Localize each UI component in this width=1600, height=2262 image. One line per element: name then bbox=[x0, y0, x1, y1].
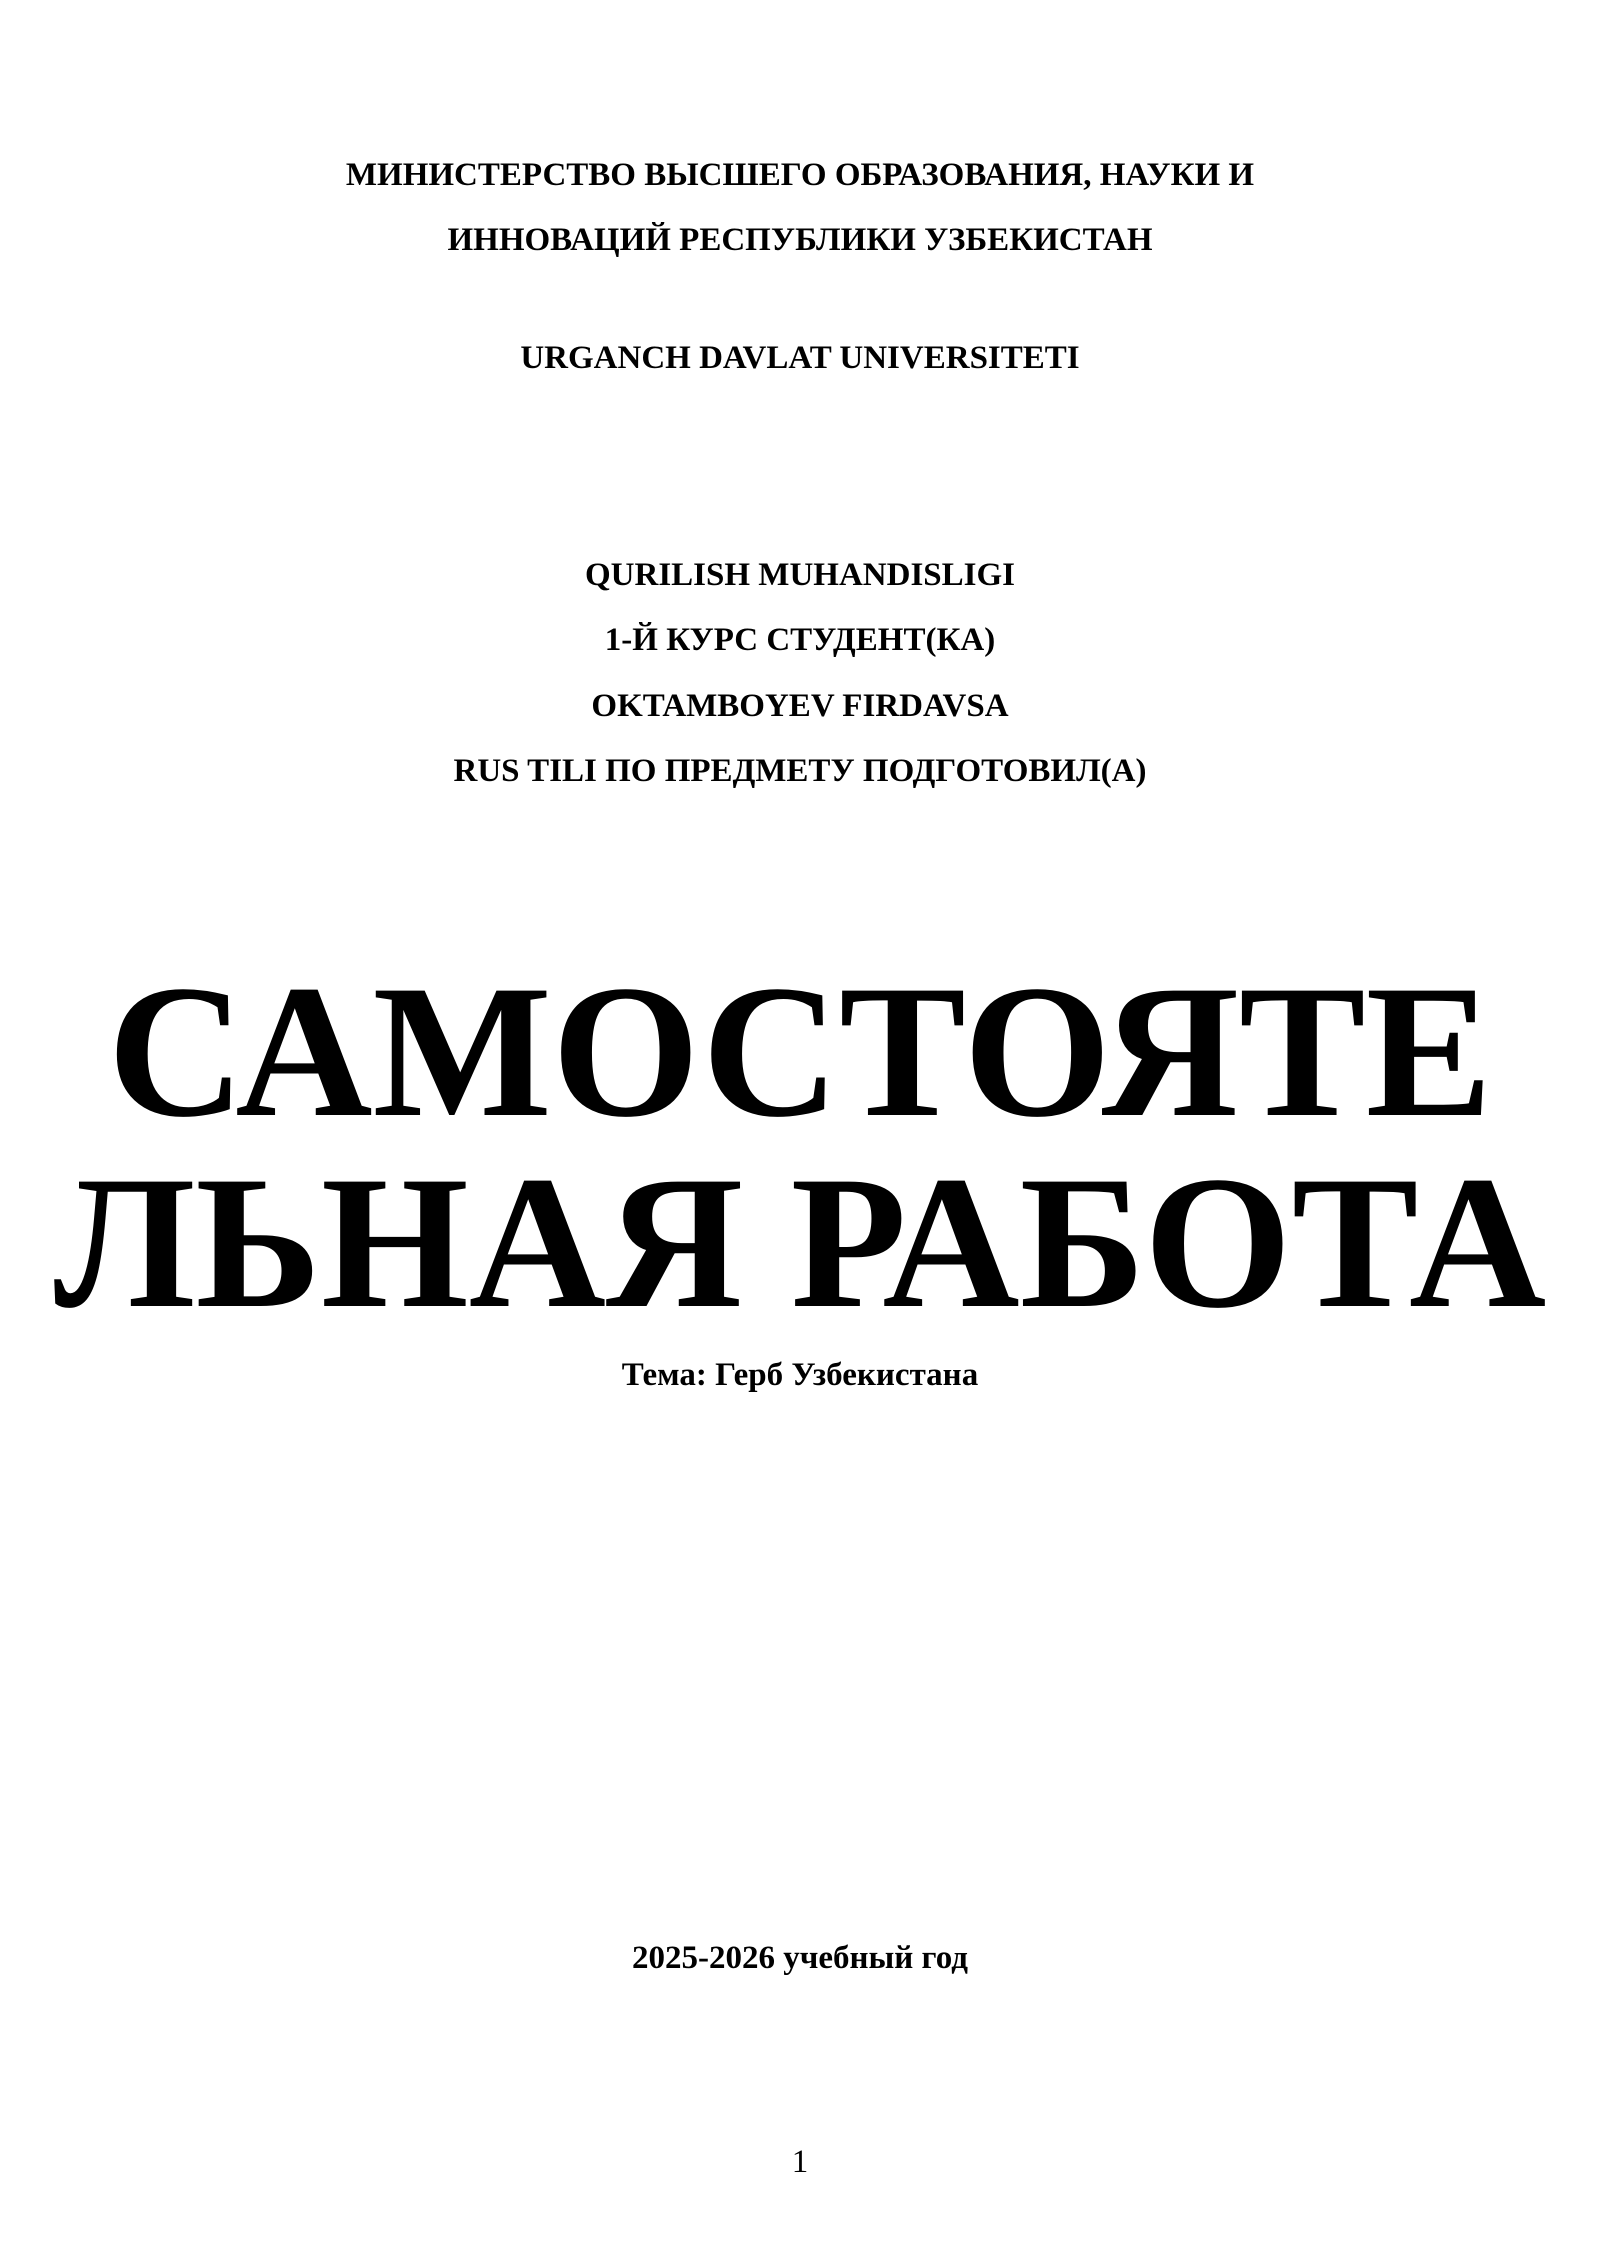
subject: RUS TILI ПО ПРЕДМЕТУ ПОДГОТОВИЛ(А) bbox=[453, 753, 1147, 789]
course: 1-Й КУРС СТУДЕНТ(КА) bbox=[604, 622, 996, 658]
university-name: URGANCH DAVLAT UNIVERSITETI bbox=[520, 340, 1080, 376]
page-number: 1 bbox=[791, 2144, 809, 2180]
faculty: QURILISH MUHANDISLIGI bbox=[585, 557, 1015, 593]
student-name: OKTAMBOYEV FIRDAVSA bbox=[591, 688, 1009, 724]
academic-year: 2025-2026 учебный год bbox=[632, 1940, 968, 1976]
ministry-line-1: МИНИСТЕРСТВО ВЫСШЕГО ОБРАЗОВАНИЯ, НАУКИ И bbox=[345, 157, 1255, 193]
title-line-1: САМОСТОЯТЕ bbox=[107, 947, 1493, 1157]
ministry-line-2: ИННОВАЦИЙ РЕСПУБЛИКИ УЗБЕКИСТАН bbox=[447, 222, 1153, 258]
title-line-2: ЛЬНАЯ РАБОТА bbox=[53, 1138, 1547, 1348]
topic: Тема: Герб Узбекистана bbox=[621, 1357, 979, 1393]
